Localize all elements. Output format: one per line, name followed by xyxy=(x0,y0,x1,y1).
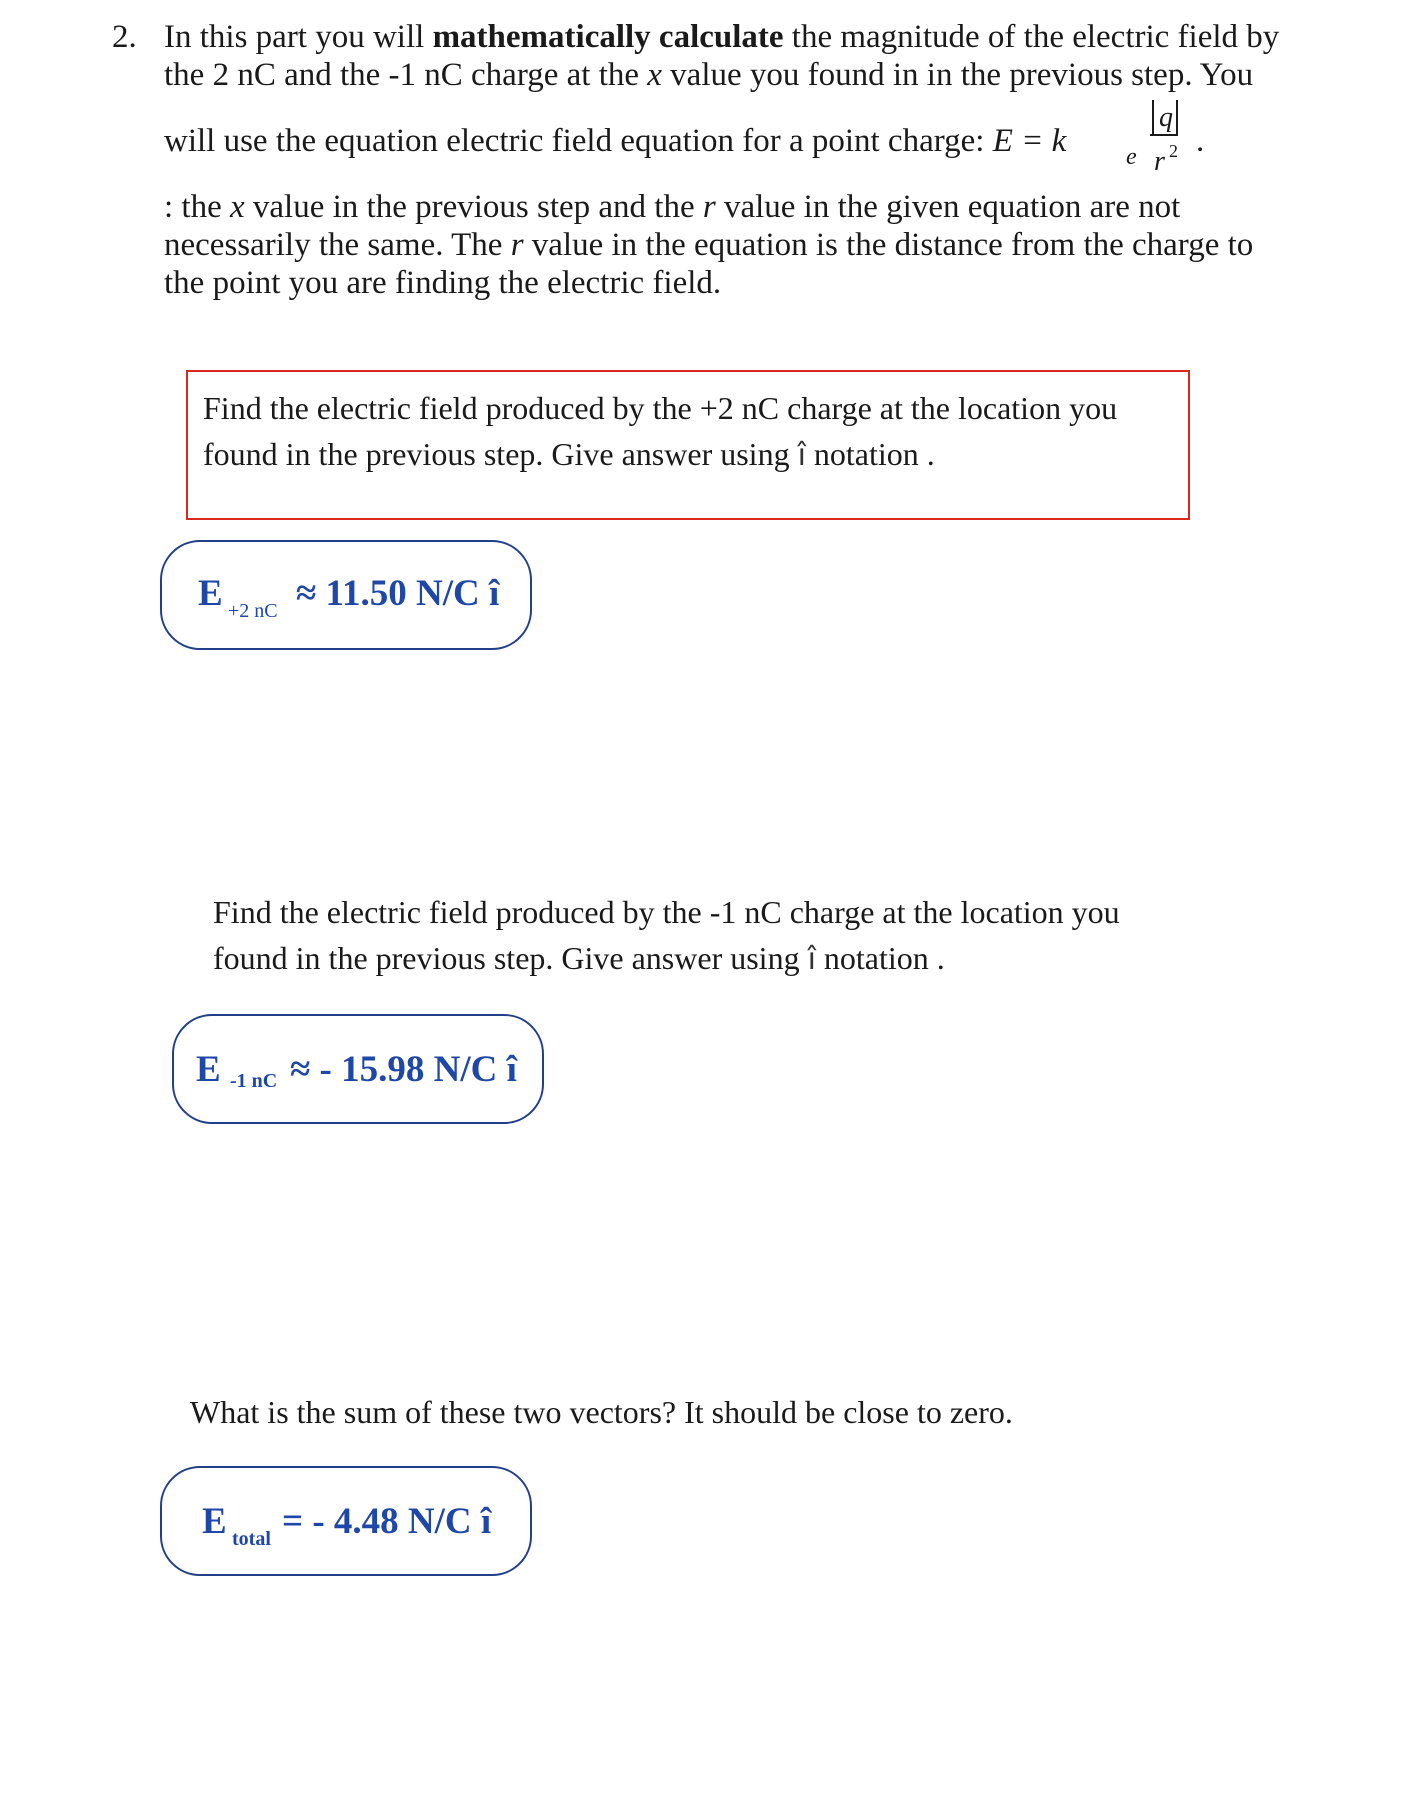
eq-subscript: e xyxy=(1126,144,1137,170)
answer-1-box[interactable] xyxy=(160,540,532,650)
i-hat-symbol: î xyxy=(807,942,816,977)
question-2-line-2: found in the previous step. Give answer using î notation . xyxy=(213,940,945,977)
question-3-text: What is the sum of these two vectors? It should be close to zero. xyxy=(190,1394,1013,1430)
answer-2-E: E xyxy=(196,1049,221,1090)
answer-3-subscript: total xyxy=(232,1528,271,1550)
intro-line-4: : the x value in the previous step and the r value in the given equation are not xyxy=(164,189,1181,225)
intro-line-5: necessarily the same. The r value in the equation is the distance from the charge to xyxy=(164,227,1254,263)
equation: E = k xyxy=(992,123,1067,159)
abs-bar-left xyxy=(1152,100,1154,136)
intro-line-6: the point you are finding the electric field. xyxy=(164,265,722,301)
answer-3-value: = - 4.48 N/C î xyxy=(282,1501,492,1542)
intro-line-1: In this part you will mathematically calculate the magnitude of the electric field by xyxy=(164,19,1280,55)
abs-bar-right xyxy=(1176,100,1178,136)
answer-3-E: E xyxy=(202,1501,227,1542)
intro-line-2: the 2 nC and the -1 nC charge at the x value you found in in the previous step. You xyxy=(164,57,1254,93)
answer-1-value: ≈ 11.50 N/C î xyxy=(296,573,500,614)
answer-1-E: E xyxy=(198,573,223,614)
intro-line-3: will use the equation electric field equation for a point charge: E = k xyxy=(164,123,1067,159)
question-number: 2. xyxy=(112,19,137,55)
eq-denominator: r xyxy=(1154,146,1165,177)
eq-exponent: 2 xyxy=(1169,141,1178,161)
answer-2-subscript: -1 nC xyxy=(230,1070,278,1092)
emphasis-text: mathematically calculate xyxy=(432,19,784,55)
answer-3-box[interactable] xyxy=(160,1466,532,1576)
i-hat-symbol: î xyxy=(797,438,806,473)
question-2-line-1: Find the electric field produced by the -1 nC charge at the location you xyxy=(213,894,1120,930)
question-1-line-2: found in the previous step. Give answer using î notation . xyxy=(203,436,935,473)
answer-2-box[interactable] xyxy=(172,1014,544,1124)
answer-1-subscript: +2 nC xyxy=(228,600,278,622)
eq-numerator: q xyxy=(1159,102,1173,133)
answer-2-value: ≈ - 15.98 N/C î xyxy=(290,1049,517,1090)
question-1-line-1: Find the electric field produced by the +2 nC charge at the location you xyxy=(203,390,1118,426)
